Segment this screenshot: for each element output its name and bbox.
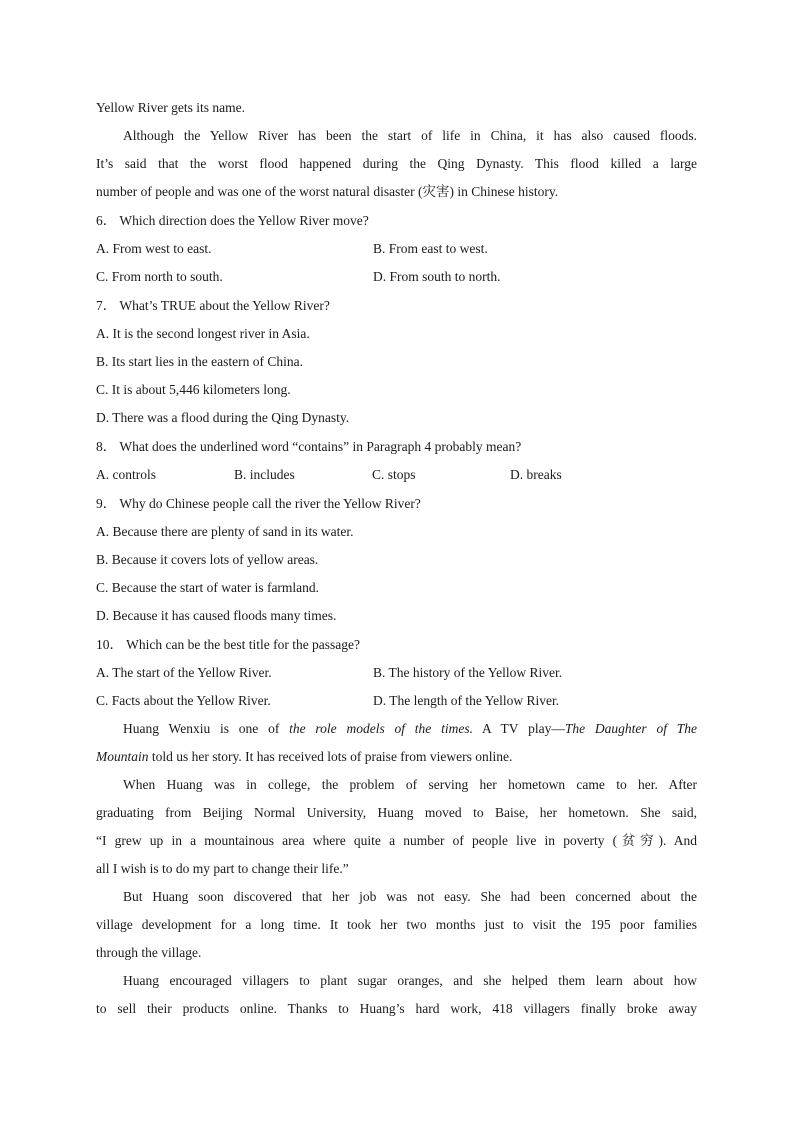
option-d: D. There was a flood during the Qing Dynasty. — [96, 410, 350, 425]
option-c: C. From north to south. — [96, 269, 223, 284]
passage-line: Yellow River gets its name. — [96, 100, 245, 115]
option-c: C. Facts about the Yellow River. — [96, 693, 271, 708]
question-stem: 9． Why do Chinese people call the river the Yellow River? — [96, 496, 421, 511]
passage-line: It’s said that the worst flood happened during the Qing Dynasty. This flood killed a large — [96, 156, 697, 171]
question-stem: 8． What does the underlined word “contains” in Paragraph 4 probably mean? — [96, 439, 522, 454]
passage-line — [96, 715, 697, 743]
option-c: C. It is about 5,446 kilometers long. — [96, 382, 291, 397]
passage-line — [96, 743, 697, 771]
option-c: C. stops — [372, 467, 416, 482]
option-d: D. breaks — [510, 467, 562, 482]
italic-title: The Daughter of The — [564, 721, 697, 736]
passage-line: “I grew up in a mountainous area where quite a number of people live in poverty (贫穷). And — [96, 833, 697, 848]
document-page — [96, 94, 697, 1023]
option-row — [96, 659, 697, 687]
option-row — [96, 461, 697, 489]
text-run: Huang Wenxiu is one of — [123, 721, 290, 736]
option-d: D. From south to north. — [373, 269, 501, 284]
passage-line: graduating from Beijing Normal University, Huang moved to Baise, her hometown. She said, — [96, 805, 697, 820]
passage-line: to sell their products online. Thanks to Huang’s hard work, 418 villagers finally broke away — [96, 1001, 697, 1016]
option-a: A. The start of the Yellow River. — [96, 665, 272, 680]
option-b: B. From east to west. — [373, 241, 488, 256]
option-a: A. Because there are plenty of sand in its water. — [96, 524, 354, 539]
passage-line: village development for a long time. It took her two months just to visit the 195 poor families — [96, 917, 697, 932]
passage-line: But Huang soon discovered that her job was not easy. She had been concerned about the — [123, 889, 697, 904]
option-row — [96, 687, 697, 715]
dash: — — [551, 721, 565, 736]
option-row — [96, 235, 697, 263]
option-row — [96, 263, 697, 291]
text-run: told us her story. It has received lots of praise from viewers online. — [148, 749, 513, 764]
option-b: B. The history of the Yellow River. — [373, 665, 563, 680]
question-stem: 7． What’s TRUE about the Yellow River? — [96, 298, 330, 313]
passage-line: number of people and was one of the worst natural disaster (灾害) in Chinese history. — [96, 184, 559, 199]
option-b: B. Its start lies in the eastern of China. — [96, 354, 303, 369]
option-a: A. It is the second longest river in Asia. — [96, 326, 310, 341]
text-run: A TV play — [472, 721, 552, 736]
passage-line: When Huang was in college, the problem of serving her hometown came to her. After — [123, 777, 697, 792]
italic-phrase: the role models of the times. — [289, 721, 473, 736]
passage-line: through the village. — [96, 945, 202, 960]
option-b: B. Because it covers lots of yellow areas. — [96, 552, 319, 567]
passage-line: Huang encouraged villagers to plant sugar oranges, and she helped them learn about how — [123, 973, 697, 988]
option-b: B. includes — [234, 467, 295, 482]
option-c: C. Because the start of water is farmland. — [96, 580, 320, 595]
option-a: A. controls — [96, 467, 156, 482]
option-a: A. From west to east. — [96, 241, 212, 256]
passage-line: all I wish is to do my part to change their life.” — [96, 861, 349, 876]
question-stem: 10． Which can be the best title for the passage? — [96, 637, 361, 652]
option-d: D. Because it has caused floods many times. — [96, 608, 337, 623]
italic-title: Mountain — [96, 749, 149, 764]
passage-line: Although the Yellow River has been the start of life in China, it has also caused floods. — [123, 128, 697, 143]
question-stem: 6． Which direction does the Yellow River move? — [96, 213, 369, 228]
option-d: D. The length of the Yellow River. — [373, 693, 560, 708]
